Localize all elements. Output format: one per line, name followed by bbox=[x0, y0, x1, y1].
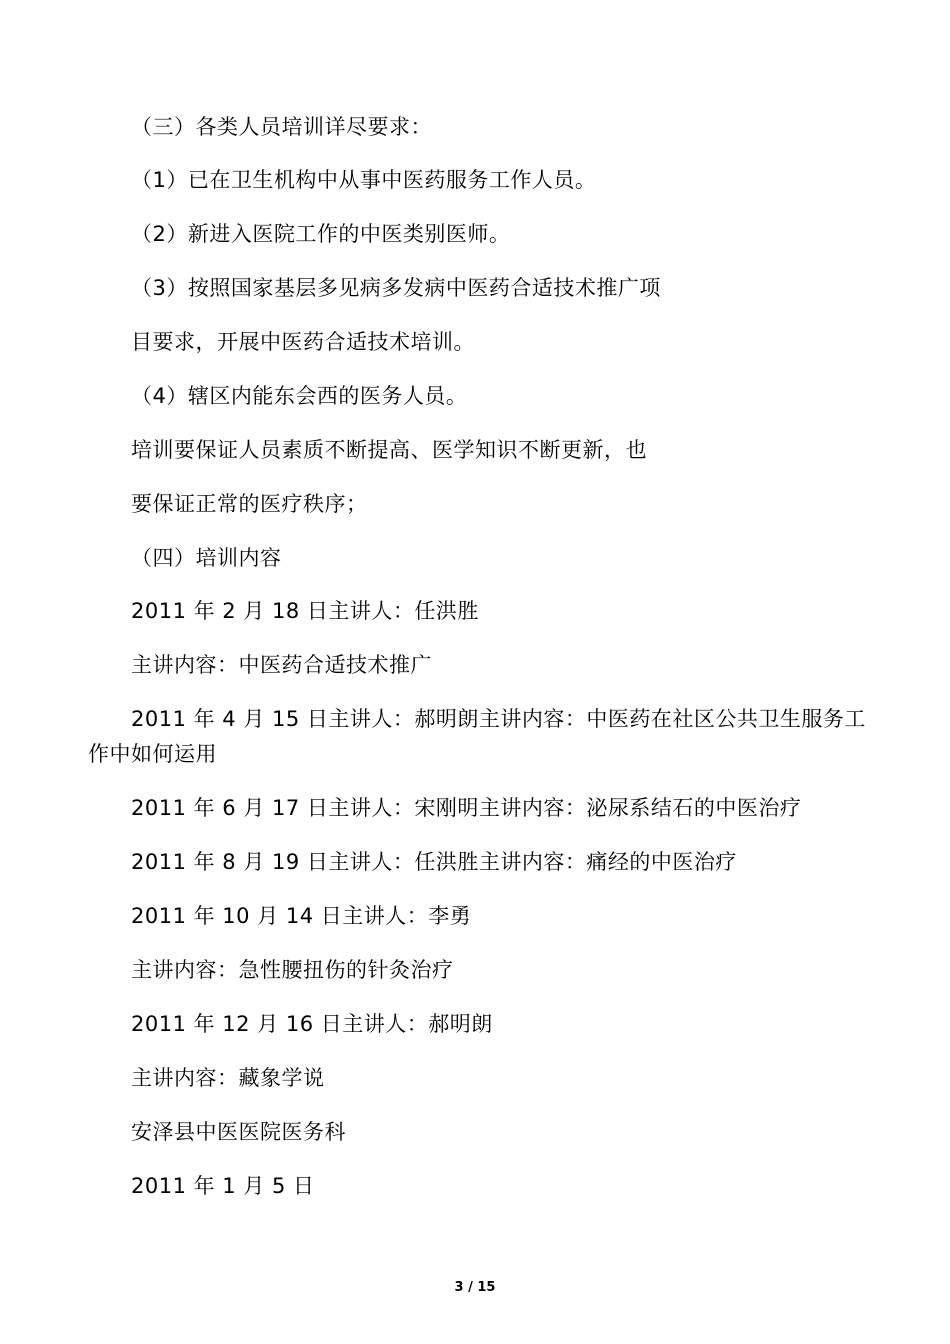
text-line: 2011 年 4 月 15 日主讲人：郝明朗主讲内容：中医药在社区公共卫生服务工 bbox=[131, 707, 866, 731]
text-line: 2011 年 10 月 14 日主讲人：李勇 bbox=[131, 904, 472, 928]
section-heading-4: （四）培训内容 bbox=[131, 546, 282, 570]
text-line: 2011 年 6 月 17 日主讲人：宋刚明主讲内容：泌尿系结石的中医治疗 bbox=[131, 796, 802, 820]
text-line: （4）辖区内能东会西的医务人员。 bbox=[131, 384, 468, 408]
text-line: 要保证正常的医疗秩序； bbox=[131, 492, 368, 516]
signature-department: 安泽县中医医院医务科 bbox=[131, 1120, 346, 1144]
text-line: 目要求，开展中医药合适技术培训。 bbox=[131, 330, 475, 354]
signature-date: 2011 年 1 月 5 日 bbox=[131, 1174, 315, 1198]
text-line: 2011 年 8 月 19 日主讲人：任洪胜主讲内容：痛经的中医治疗 bbox=[131, 850, 737, 874]
text-line: 2011 年 12 月 16 日主讲人：郝明朗 bbox=[131, 1012, 493, 1036]
page-number: 3 / 15 bbox=[454, 1280, 496, 1295]
text-line: 主讲内容：急性腰扭伤的针灸治疗 bbox=[131, 958, 454, 982]
text-line: 主讲内容：藏象学说 bbox=[131, 1066, 325, 1090]
text-line: （3）按照国家基层多见病多发病中医药合适技术推广项 bbox=[131, 276, 661, 300]
section-heading-3: （三）各类人员培训详尽要求： bbox=[131, 115, 432, 139]
text-line: （1）已在卫生机构中从事中医药服务工作人员。 bbox=[131, 168, 597, 192]
text-line: 作中如何运用 bbox=[88, 742, 217, 766]
text-line: 培训要保证人员素质不断提高、医学知识不断更新，也 bbox=[131, 438, 647, 462]
text-line: （2）新进入医院工作的中医类别医师。 bbox=[131, 222, 511, 246]
text-line: 2011 年 2 月 18 日主讲人：任洪胜 bbox=[131, 599, 479, 623]
text-line: 主讲内容：中医药合适技术推广 bbox=[131, 653, 432, 677]
